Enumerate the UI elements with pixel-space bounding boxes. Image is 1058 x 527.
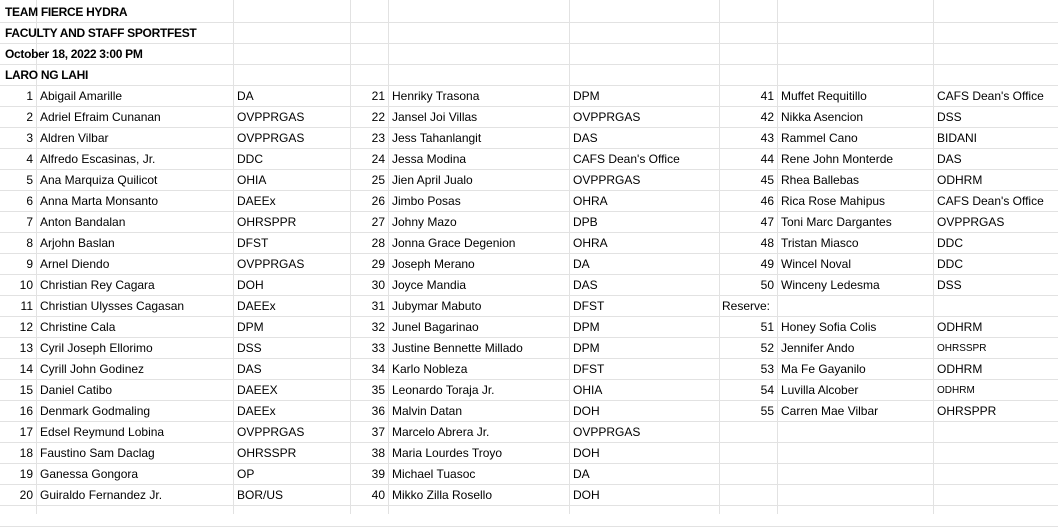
row-number-cell[interactable]: 26: [371, 194, 385, 208]
unit-cell[interactable]: DAEEX: [237, 383, 278, 397]
row-number-cell[interactable]: 11: [20, 299, 33, 313]
unit-cell[interactable]: DA: [573, 257, 590, 271]
unit-cell[interactable]: DOH: [573, 488, 600, 502]
row-number-cell[interactable]: 48: [760, 236, 774, 250]
unit-cell[interactable]: ODHRM: [937, 362, 983, 376]
name-cell[interactable]: Muffet Requitillo: [781, 89, 867, 103]
name-cell[interactable]: Johny Mazo: [392, 215, 457, 229]
row-number-cell[interactable]: 33: [371, 341, 385, 355]
row-number-cell[interactable]: 47: [760, 215, 774, 229]
unit-cell[interactable]: BIDANI: [937, 131, 978, 145]
row-number-cell[interactable]: 43: [760, 131, 774, 145]
row-number-cell[interactable]: 32: [371, 320, 385, 334]
name-cell[interactable]: Faustino Sam Daclag: [40, 446, 155, 460]
unit-cell[interactable]: DDC: [237, 152, 263, 166]
row-number-cell[interactable]: 52: [760, 341, 774, 355]
row-number-cell[interactable]: 29: [371, 257, 385, 271]
title-cell[interactable]: FACULTY AND STAFF SPORTFEST: [5, 26, 197, 40]
name-cell[interactable]: Jimbo Posas: [392, 194, 461, 208]
name-cell[interactable]: Leonardo Toraja Jr.: [392, 383, 495, 397]
row-number-cell[interactable]: 39: [371, 467, 385, 481]
unit-cell[interactable]: OHRA: [573, 236, 608, 250]
row-number-cell[interactable]: 31: [371, 299, 385, 313]
row-number-cell[interactable]: 55: [760, 404, 774, 418]
row-number-cell[interactable]: 44: [760, 152, 774, 166]
name-cell[interactable]: Ganessa Gongora: [40, 467, 139, 481]
unit-cell[interactable]: DAS: [237, 362, 262, 376]
unit-cell[interactable]: DDC: [937, 257, 963, 271]
row-number-cell[interactable]: 12: [19, 320, 33, 334]
name-cell[interactable]: Luvilla Alcober: [781, 383, 859, 397]
unit-cell[interactable]: DFST: [237, 236, 269, 250]
unit-cell[interactable]: DFST: [573, 362, 605, 376]
row-number-cell[interactable]: 6: [26, 194, 33, 208]
row-number-cell[interactable]: 3: [26, 131, 33, 145]
unit-cell[interactable]: OVPPRGAS: [573, 173, 641, 187]
row-number-cell[interactable]: 15: [19, 383, 33, 397]
name-cell[interactable]: Jessa Modina: [392, 152, 467, 166]
name-cell[interactable]: Anna Marta Monsanto: [40, 194, 159, 208]
title-cell[interactable]: TEAM FIERCE HYDRA: [5, 5, 128, 19]
row-number-cell[interactable]: 23: [371, 131, 385, 145]
row-number-cell[interactable]: 8: [26, 236, 33, 250]
unit-cell[interactable]: CAFS Dean's Office: [937, 89, 1044, 103]
name-cell[interactable]: Nikka Asencion: [781, 110, 864, 124]
title-cell[interactable]: LARO NG LAHI: [5, 68, 89, 82]
row-number-cell[interactable]: 21: [371, 89, 385, 103]
unit-cell[interactable]: DAS: [573, 278, 598, 292]
unit-cell[interactable]: OHRSPPR: [237, 215, 297, 229]
row-number-cell[interactable]: 13: [19, 341, 33, 355]
name-cell[interactable]: Daniel Catibo: [40, 383, 113, 397]
name-cell[interactable]: Jubymar Mabuto: [392, 299, 482, 313]
name-cell[interactable]: Ma Fe Gayanilo: [781, 362, 866, 376]
row-number-cell[interactable]: 17: [19, 425, 33, 439]
name-cell[interactable]: Denmark Godmaling: [40, 404, 151, 418]
name-cell[interactable]: Jonna Grace Degenion: [392, 236, 516, 250]
unit-cell[interactable]: ODHRM: [937, 173, 983, 187]
unit-cell[interactable]: DPM: [573, 320, 600, 334]
unit-cell[interactable]: CAFS Dean's Office: [937, 194, 1044, 208]
name-cell[interactable]: Abigail Amarille: [40, 89, 123, 103]
name-cell[interactable]: Edsel Reymund Lobina: [40, 425, 165, 439]
unit-cell[interactable]: OHRSSPR: [237, 446, 297, 460]
unit-cell[interactable]: OVPPRGAS: [573, 110, 641, 124]
row-number-cell[interactable]: 28: [371, 236, 385, 250]
name-cell[interactable]: Arnel Diendo: [40, 257, 110, 271]
row-number-cell[interactable]: 54: [760, 383, 774, 397]
unit-cell[interactable]: DSS: [937, 110, 962, 124]
row-number-cell[interactable]: 20: [19, 488, 33, 502]
name-cell[interactable]: Marcelo Abrera Jr.: [392, 425, 490, 439]
unit-cell[interactable]: DFST: [573, 299, 605, 313]
name-cell[interactable]: Carren Mae Vilbar: [781, 404, 879, 418]
row-number-cell[interactable]: 14: [19, 362, 33, 376]
name-cell[interactable]: Cyril Joseph Ellorimo: [40, 341, 153, 355]
reserve-label: Reserve:: [722, 299, 771, 313]
row-number-cell[interactable]: 4: [26, 152, 33, 166]
row-number-cell[interactable]: 30: [371, 278, 385, 292]
unit-cell[interactable]: DAEEx: [237, 299, 276, 313]
name-cell[interactable]: Jess Tahanlangit: [392, 131, 482, 145]
row-number-cell[interactable]: 9: [26, 257, 33, 271]
unit-cell[interactable]: OVPPRGAS: [237, 110, 305, 124]
unit-cell[interactable]: OHRA: [573, 194, 608, 208]
unit-cell[interactable]: DPM: [237, 320, 264, 334]
name-cell[interactable]: Guiraldo Fernandez Jr.: [40, 488, 163, 502]
name-cell[interactable]: Joseph Merano: [392, 257, 475, 271]
name-cell[interactable]: Wincel Noval: [781, 257, 852, 271]
name-cell[interactable]: Junel Bagarinao: [392, 320, 479, 334]
row-number-cell[interactable]: 5: [26, 173, 33, 187]
row-number-cell[interactable]: 36: [371, 404, 385, 418]
name-cell[interactable]: Aldren Vilbar: [40, 131, 109, 145]
name-cell[interactable]: Rhea Ballebas: [781, 173, 860, 187]
name-cell[interactable]: Maria Lourdes Troyo: [392, 446, 503, 460]
row-number-cell[interactable]: 34: [371, 362, 385, 376]
row-number-cell[interactable]: 18: [19, 446, 33, 460]
unit-cell[interactable]: OVPPRGAS: [237, 425, 305, 439]
row-number-cell[interactable]: 46: [760, 194, 774, 208]
name-cell[interactable]: Honey Sofia Colis: [781, 320, 877, 334]
name-cell[interactable]: Cyrill John Godinez: [40, 362, 145, 376]
unit-cell[interactable]: DOH: [573, 404, 600, 418]
row-number-cell[interactable]: 53: [760, 362, 774, 376]
name-cell[interactable]: Jansel Joi Villas: [392, 110, 478, 124]
name-cell[interactable]: Ana Marquiza Quilicot: [40, 173, 158, 187]
name-cell[interactable]: Rica Rose Mahipus: [781, 194, 886, 208]
row-number-cell[interactable]: 41: [760, 89, 774, 103]
unit-cell[interactable]: DAEEx: [237, 404, 276, 418]
unit-cell[interactable]: DA: [237, 89, 254, 103]
unit-cell[interactable]: DAEEx: [237, 194, 276, 208]
name-cell[interactable]: Jennifer Ando: [781, 341, 855, 355]
unit-cell[interactable]: DAS: [573, 131, 598, 145]
grid-row-line: [0, 505, 1058, 506]
row-number-cell[interactable]: 25: [371, 173, 385, 187]
name-cell[interactable]: Karlo Nobleza: [392, 362, 468, 376]
name-cell[interactable]: Henriky Trasona: [392, 89, 480, 103]
name-cell[interactable]: Joyce Mandia: [392, 278, 467, 292]
name-cell[interactable]: Mikko Zilla Rosello: [392, 488, 493, 502]
unit-cell[interactable]: OVPPRGAS: [237, 131, 305, 145]
name-cell[interactable]: Jien April Jualo: [392, 173, 473, 187]
unit-cell[interactable]: OHRSSPR: [937, 343, 987, 354]
row-number-cell[interactable]: 10: [19, 278, 33, 292]
row-number-cell[interactable]: 24: [371, 152, 385, 166]
unit-cell[interactable]: OHIA: [237, 173, 267, 187]
name-cell[interactable]: Tristan Miasco: [781, 236, 859, 250]
unit-cell[interactable]: OP: [237, 467, 255, 481]
row-number-cell[interactable]: 37: [371, 425, 385, 439]
name-cell[interactable]: Rammel Cano: [781, 131, 858, 145]
unit-cell[interactable]: DPM: [573, 89, 600, 103]
name-cell[interactable]: Michael Tuasoc: [392, 467, 476, 481]
row-number-cell[interactable]: 16: [19, 404, 33, 418]
unit-cell[interactable]: BOR/US: [237, 488, 284, 502]
row-number-cell[interactable]: 38: [371, 446, 385, 460]
row-number-cell[interactable]: 27: [371, 215, 385, 229]
row-number-cell[interactable]: 19: [19, 467, 33, 481]
unit-cell[interactable]: DOH: [573, 446, 600, 460]
unit-cell[interactable]: DAS: [937, 152, 962, 166]
row-number-cell[interactable]: 40: [371, 488, 385, 502]
unit-cell[interactable]: CAFS Dean's Office: [573, 152, 680, 166]
row-number-cell[interactable]: 49: [760, 257, 774, 271]
row-number-cell[interactable]: 22: [371, 110, 385, 124]
row-number-cell[interactable]: 1: [26, 89, 33, 103]
unit-cell[interactable]: DSS: [237, 341, 262, 355]
row-number-cell[interactable]: 42: [760, 110, 774, 124]
name-cell[interactable]: Christian Ulysses Cagasan: [40, 299, 185, 313]
row-number-cell[interactable]: 2: [26, 110, 33, 124]
name-cell[interactable]: Winceny Ledesma: [781, 278, 880, 292]
unit-cell[interactable]: ODHRM: [937, 385, 975, 396]
unit-cell[interactable]: DPB: [573, 215, 598, 229]
title-cell[interactable]: October 18, 2022 3:00 PM: [5, 47, 143, 61]
unit-cell[interactable]: DOH: [237, 278, 264, 292]
name-cell[interactable]: Christine Cala: [40, 320, 116, 334]
row-number-cell[interactable]: 7: [26, 215, 33, 229]
row-number-cell[interactable]: 35: [371, 383, 385, 397]
name-cell[interactable]: Anton Bandalan: [40, 215, 126, 229]
unit-cell[interactable]: DA: [573, 467, 590, 481]
name-cell[interactable]: Justine Bennette Millado: [392, 341, 523, 355]
unit-cell[interactable]: OVPPRGAS: [237, 257, 305, 271]
row-number-cell[interactable]: 50: [760, 278, 774, 292]
row-number-cell[interactable]: 45: [760, 173, 774, 187]
name-cell[interactable]: Alfredo Escasinas, Jr.: [40, 152, 156, 166]
unit-cell[interactable]: DPM: [573, 341, 600, 355]
unit-cell[interactable]: DDC: [937, 236, 963, 250]
unit-cell[interactable]: DSS: [937, 278, 962, 292]
name-cell[interactable]: Adriel Efraim Cunanan: [40, 110, 161, 124]
unit-cell[interactable]: OHIA: [573, 383, 603, 397]
unit-cell[interactable]: OVPPRGAS: [937, 215, 1005, 229]
name-cell[interactable]: Rene John Monterde: [781, 152, 894, 166]
unit-cell[interactable]: OHRSPPR: [937, 404, 997, 418]
unit-cell[interactable]: OVPPRGAS: [573, 425, 641, 439]
row-number-cell[interactable]: 51: [760, 320, 774, 334]
name-cell[interactable]: Toni Marc Dargantes: [781, 215, 892, 229]
name-cell[interactable]: Malvin Datan: [392, 404, 463, 418]
name-cell[interactable]: Arjohn Baslan: [40, 236, 115, 250]
unit-cell[interactable]: ODHRM: [937, 320, 983, 334]
name-cell[interactable]: Christian Rey Cagara: [40, 278, 155, 292]
